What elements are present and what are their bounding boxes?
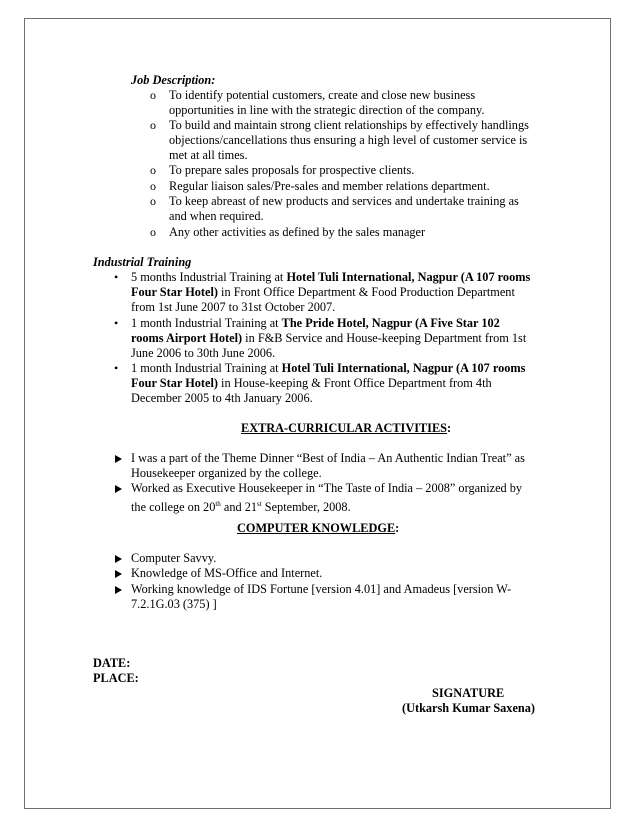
- job-item-line: met at all times.: [169, 148, 248, 162]
- job-item-line: Regular liaison sales/Pre-sales and member relations department.: [169, 179, 490, 193]
- job-item-line: and when required.: [169, 209, 264, 223]
- activity-line: Housekeeper organized by the college.: [131, 466, 322, 480]
- dot-bullet-icon: •: [114, 270, 119, 284]
- training-line: 1 month Industrial Training at The Pride Hotel, Nagpur (A Five Star 102: [131, 316, 500, 330]
- skill-line: Knowledge of MS-Office and Internet.: [131, 566, 323, 580]
- circle-bullet-icon: o: [150, 163, 156, 177]
- job-item-line: Any other activities as defined by the sales manager: [169, 225, 426, 239]
- training-line: Four Star Hotel) in House-keeping & Front Office Department from 4th: [131, 376, 492, 390]
- dot-bullet-icon: •: [114, 316, 119, 330]
- training-line: from 1st June 2007 to 31st October 2007.: [131, 300, 336, 314]
- skill-line: Working knowledge of IDS Fortune [version 4.01] and Amadeus [version W-: [131, 582, 512, 596]
- industrial-training-heading: Industrial Training: [93, 255, 192, 269]
- training-line: Four Star Hotel) in Front Office Department & Food Production Department: [131, 285, 515, 299]
- circle-bullet-icon: o: [150, 194, 156, 208]
- arrow-bullet-icon: [115, 570, 122, 578]
- training-line: 5 months Industrial Training at Hotel Tuli International, Nagpur (A 107 rooms: [131, 270, 531, 284]
- training-line: rooms Airport Hotel) in F&B Service and House-keeping Department from 1st: [131, 331, 527, 345]
- extra-curricular-heading: EXTRA-CURRICULAR ACTIVITIES:: [241, 421, 452, 435]
- training-line: June 2006 to 30th June 2006.: [131, 346, 276, 360]
- arrow-bullet-icon: [115, 555, 122, 563]
- applicant-name: (Utkarsh Kumar Saxena): [402, 701, 535, 715]
- date-label: DATE:: [93, 656, 131, 670]
- job-item-line: opportunities in line with the strategic direction of the company.: [169, 103, 485, 117]
- skill-line: 7.2.1G.03 (375) ]: [131, 597, 217, 611]
- job-item-line: To keep abreast of new products and services and undertake training as: [169, 194, 519, 208]
- job-item-line: To identify potential customers, create and close new business: [169, 88, 476, 102]
- skill-line: Computer Savvy.: [131, 551, 217, 565]
- activity-line: I was a part of the Theme Dinner “Best of India – An Authentic Indian Treat” as: [131, 451, 525, 465]
- activity-line: the college on 20th and 21st September, 2008.: [131, 500, 351, 515]
- circle-bullet-icon: o: [150, 179, 156, 193]
- arrow-bullet-icon: [115, 485, 122, 493]
- training-line: December 2005 to 4th January 2006.: [131, 391, 313, 405]
- arrow-bullet-icon: [115, 455, 122, 463]
- signature-label: SIGNATURE: [432, 686, 505, 700]
- activity-line: Worked as Executive Housekeeper in “The Taste of India – 2008” organized by: [131, 481, 523, 495]
- job-item-line: To prepare sales proposals for prospective clients.: [169, 163, 415, 177]
- circle-bullet-icon: o: [150, 88, 156, 102]
- job-item-line: objections/cancellations thus ensuring a high level of customer service is: [169, 133, 528, 147]
- job-item-line: To build and maintain strong client relationships by effectively handlings: [169, 118, 529, 132]
- arrow-bullet-icon: [115, 586, 122, 594]
- training-line: 1 month Industrial Training at Hotel Tuli International, Nagpur (A 107 rooms: [131, 361, 526, 375]
- computer-knowledge-heading: COMPUTER KNOWLEDGE:: [237, 521, 400, 535]
- place-label: PLACE:: [93, 671, 139, 685]
- circle-bullet-icon: o: [150, 118, 156, 132]
- job-description-heading: Job Description:: [131, 73, 216, 87]
- dot-bullet-icon: •: [114, 361, 119, 375]
- circle-bullet-icon: o: [150, 225, 156, 239]
